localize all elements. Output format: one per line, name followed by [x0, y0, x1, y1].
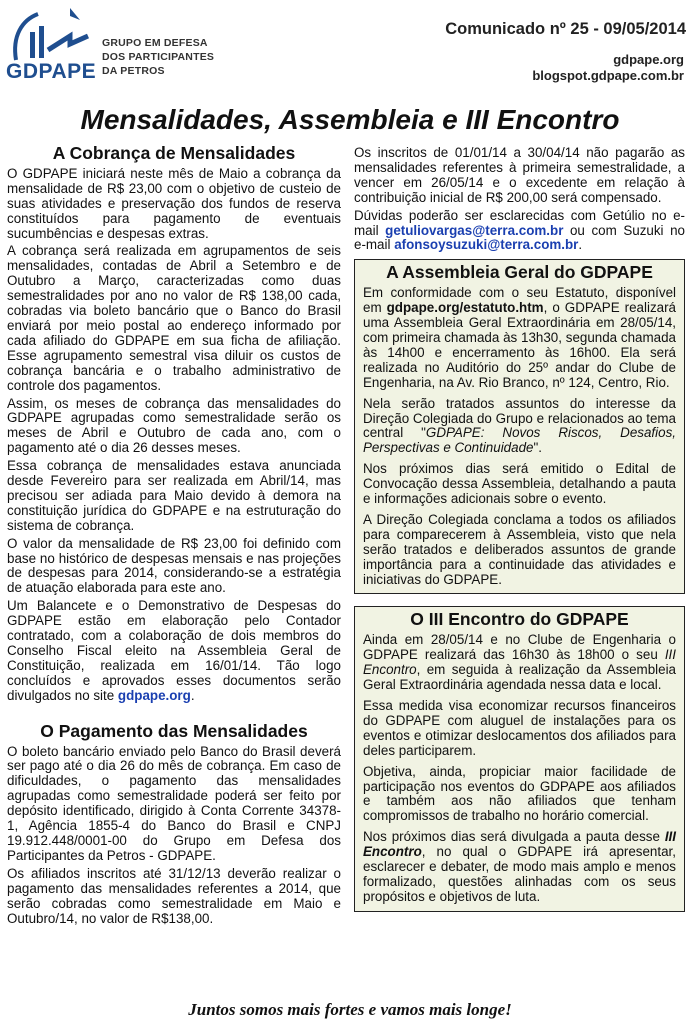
section-heading-encontro: O III Encontro do GDPAPE — [410, 609, 629, 630]
paragraph-text: Em conformidade com o seu Estatuto, disponível em — [363, 285, 676, 316]
group-name — [102, 36, 242, 78]
paragraph-text: Nela serão tratados assuntos do interesse da Direção Colegiada do Grupo e relacionados ao tema central " — [363, 395, 676, 441]
section-heading-cobranca: A Cobrança de Mensalidades — [52, 143, 296, 163]
paragraph-text: Dúvidas poderão ser esclarecidas com Getúlio no e-mail — [354, 207, 685, 238]
paragraph-text: ou com Suzuki no e-mail — [354, 222, 685, 253]
paragraph: A Direção Colegiada conclama a todos os afiliados para comparecerem à Assembleia, visto que nela serão tratados e deliberados assuntos de grande importância para a continuidade das atividades e iniciativas do GDPAPE. — [363, 511, 676, 587]
section-heading-pagamento: O Pagamento das Mensalidades — [40, 720, 308, 741]
gdpape-site-link[interactable]: gdpape.org — [117, 687, 191, 703]
logo-text: GDPAPE — [6, 60, 97, 83]
paragraph: Os inscritos de 01/01/14 a 30/04/14 não pagarão as mensalidades referentes à primeira semestralidade, a vencer em 26/05/14 e o excedente em relação à contribuição inicial de R$ 200,00 será compensado. — [354, 145, 685, 205]
paragraph-text: Nos próximos dias será divulgada a pauta desse — [363, 829, 665, 845]
paragraph: O GDPAPE iniciará neste mês de Maio a cobrança da mensalidade de R$ 23,00 com o objetivo de custeio de suas atividades e preservação dos fundos de reserva constituídos para pagamento de eventuais sucumbências e despesas extras. — [7, 165, 341, 241]
paragraph: Essa cobrança de mensalidades estava anunciada desde Fevereiro para ser realizada em Abril/14, mas precisou ser adiada para Maio devido à demora na constituição jurídica do GDPAPE e na estruturação do sistema de cobrança. — [7, 458, 341, 533]
central-theme: GDPAPE: Novos Riscos, Desafios, Perspectivas e Continuidade — [363, 425, 676, 456]
paragraph-end: ". — [533, 440, 542, 456]
paragraph-end: . — [578, 237, 583, 253]
left-column — [7, 143, 341, 929]
paragraph: Os afiliados inscritos até 31/12/13 deverão realizar o pagamento das mensalidades referentes a 2014, que serão cobradas como semestralidade em Maio e Outubro/14, no valor de R$138,00. — [7, 865, 341, 926]
paragraph: O boleto bancário enviado pelo Banco do Brasil deverá ser pago até o dia 26 do mês de cobrança. Em caso de dificuldades, o pagamento das mensalidades agrupadas como semestralidade poderá ser feito por depósito identificado, dirigido à Conta Corrente 34378-1, Agência 1855-4 do Banco do Brasil e CNPJ 19.912.448/0001-00 do Grupo em Defesa dos Participantes da Petros - GDPAPE. — [7, 743, 341, 863]
assembleia-box — [354, 259, 685, 594]
group-name-line: DOS PARTICIPANTES — [102, 51, 215, 63]
site-link[interactable]: gdpape.org — [613, 52, 684, 67]
footer-slogan: Juntos somos mais fortes e vamos mais longe! — [188, 1000, 512, 1019]
page-header — [0, 0, 700, 100]
paragraph: Objetiva, ainda, propiciar maior facilidade de participação nos eventos do GDPAPE aos afiliados e também aos não afiliados que tenham compromissos de trabalho no horário comercial. — [363, 763, 676, 824]
group-name-line: DA PETROS — [102, 65, 165, 77]
email-link-suzuki[interactable]: afonsoysuzuki@terra.com.br — [394, 237, 579, 253]
paragraph — [363, 397, 676, 457]
paragraph: Nos próximos dias será emitido o Edital de Convocação dessa Assembleia, detalhando a pauta e informações adicionais sobre o evento. — [363, 461, 676, 507]
paragraph — [363, 830, 676, 905]
logo-mark-icon — [8, 6, 98, 64]
paragraph-text: Ainda em 28/05/14 e no Clube de Engenharia o GDPAPE realizará das 16h30 às 18h00 o seu — [363, 632, 676, 663]
paragraph-text: Um Balancete e o Demonstrativo de Despesas do GDPAPE estão em elaboração pelo Contador contratado, com a colaboração de dois membros do Conselho Fiscal eleito na Assembleia Geral de Constituição, realizada em 16/01/14. Tão logo concluídos e aprovados esses documentos serão divulgados no site — [7, 598, 341, 703]
paragraph-end: . — [190, 687, 195, 703]
paragraph-text: , o GDPAPE realizará uma Assembleia Geral Extraordinária em 28/05/14, com primeira chamada às 13h30, segunda chamada às 14h00 e encerramento às 16h00. Ela será realizada no Auditório do 25º andar do Clube de Engenharia, na Av. Rio Branco, nº 124, Centro, Rio. — [363, 300, 676, 390]
paragraph: A cobrança será realizada em agrupamentos de seis mensalidades, contadas de Abril a Setembro e de Outubro a Março, caracterizadas como duas semestralidades por ano no valor de R$ 138,00 cada, cobradas via boleto bancário que o Banco do Brasil enviará por meio postal ao endereço informado por cada afiliado do GDPAPE em sua ficha de afiliação. Esse agrupamento semestral visa diluir os custos de cobrança bancária e o trabalho administrativo de controle dos pagamentos. — [7, 243, 341, 393]
paragraph-text: , no qual o GDPAPE irá apresentar, esclarecer e debater, de modo mais amplo e menos formalizado, questões alinhadas com os seus propósitos e objetivos de luta. — [363, 844, 676, 904]
email-link-getulio[interactable]: getuliovargas@terra.com.br — [385, 222, 564, 238]
event-name: III Encontro — [363, 647, 676, 678]
blog-link[interactable]: blogspot.gdpape.com.br — [532, 68, 684, 83]
comunicado-number-date: Comunicado nº 25 - 09/05/2014 — [445, 20, 686, 38]
group-name-line: GRUPO EM DEFESA — [102, 37, 208, 49]
section-heading-assembleia: A Assembleia Geral do GDPAPE — [386, 262, 653, 283]
encontro-box — [354, 606, 685, 911]
right-column — [354, 146, 685, 912]
paragraph: Essa medida visa economizar recursos financeiros do GDPAPE com aluguel de instalações para os eventos e otimizar deslocamentos dos afiliados para deles participarem. — [363, 698, 676, 758]
paragraph: O valor da mensalidade de R$ 23,00 foi definido com base no histórico de despesas mensais e nas projeções de despesas para 2014, considerando-se a estratégia de atuação elaborada para este ano. — [7, 535, 341, 596]
paragraph: Assim, os meses de cobrança das mensalidades do GDPAPE agrupadas como semestralidade serão os meses de Abril e Outubro de cada ano, com o pagamento até o dia 26 desses meses. — [7, 395, 341, 456]
paragraph — [363, 633, 676, 693]
paragraph-text: , em seguida à realização da Assembleia Geral Extraordinária agendada nessa data e local. — [363, 662, 676, 693]
page-title: Mensalidades, Assembleia e III Encontro — [80, 104, 620, 135]
estatuto-link[interactable]: gdpape.org/estatuto.htm — [386, 300, 544, 316]
paragraph — [7, 599, 341, 703]
event-name: III Encontro — [363, 829, 676, 860]
paragraph — [354, 209, 685, 254]
paragraph — [363, 286, 676, 390]
